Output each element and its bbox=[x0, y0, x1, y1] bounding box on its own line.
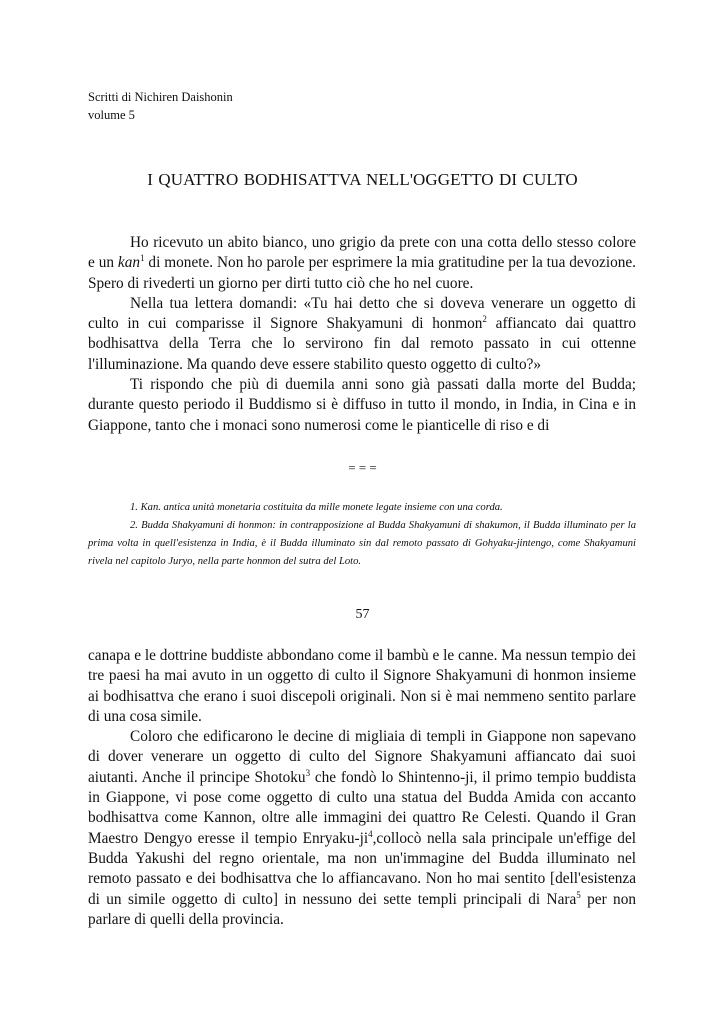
paragraph: Nella tua lettera domandi: «Tu hai detto che si doveva venerare un oggetto di culto in cui comparisse il Signore Shakyamuni di honmon$^2$ affiancato dai quattro bodhisattva della Terra che lo servirono fin dal remoto passato in cui ottenne l'illuminazione. Ma quando deve essere stabilito questo oggetto di culto?» bbox=[88, 294, 636, 373]
page-number: 57 bbox=[355, 607, 370, 622]
running-header bbox=[88, 88, 233, 124]
footnote-ref-2: 2 bbox=[482, 314, 487, 325]
footnote-ref-3: 3 bbox=[305, 767, 311, 778]
book-title: Scritti di Nichiren Daishonin bbox=[88, 90, 233, 104]
footnote-2: 2. Budda Shakyamuni di honmon: in contrapposizione al Budda Shakyamuni di shakumon, il Budda illuminato per la prima volta in quell'esistenza in India, è il Budda illuminato sin dal remoto passato di Gohyaku-jintengo, come Shakyamuni rivela nel capitolo Juryo, nella parte honmon del sutra del Loto. bbox=[88, 520, 636, 567]
footnote-ref-5: 5 bbox=[576, 889, 581, 900]
chapter-title: I QUATTRO BODHISATTVA NELL'OGGETTO DI CULTO bbox=[147, 170, 578, 189]
footnote-ref-4: 4 bbox=[368, 828, 373, 839]
footnote-1: 1. Kan. antica unità monetaria costituita da mille monete legate insieme con una corda. bbox=[130, 502, 503, 513]
footnote-ref-1: 1 bbox=[140, 253, 145, 264]
term-kan: kan bbox=[117, 254, 141, 272]
body-text-page-58 bbox=[88, 646, 636, 930]
volume-label: volume 5 bbox=[88, 108, 135, 122]
body-text-page-57 bbox=[88, 233, 636, 436]
paragraph: Ti rispondo che più di duemila anni sono già passati dalla morte del Budda; durante questo periodo il Buddismo si è diffuso in tutto il mondo, in India, in Cina e in Giappone, tanto che i monaci sono numerosi come le pianticelle di riso e di bbox=[88, 376, 636, 434]
section-separator: = = = bbox=[348, 460, 377, 475]
paragraph: Coloro che edificarono le decine di migliaia di templi in Giappone non sapevano di dover venerare un oggetto di culto del Signore Shakyamuni affiancato dai suoi aiutanti. Anche il principe Shotoku$^3$ che fondò lo Shintenno-ji, il primo tempio buddista in Giappone, vi pose come oggetto di culto una statua del Budda Amida con accanto bodhisattva come Kannon, oltre alle immagini dei quattro Re Celesti. Quando il Gran Maestro Dengyo eresse il tempio Enryaku-$ji^4,collocò$ nella sala principale un'effige del Budda Yakushi del regno orientale, ma non un'immagine del Budda illuminato nel remoto passato e dei bodhisattva che lo affiancavano. Non ho mai sentito [dell'esistenza di un simile oggetto di culto] in nessuno dei sette templi principali di Nara$^5$ per non parlare di quelli della provincia. bbox=[88, 728, 636, 928]
paragraph: Ho ricevuto un abito bianco, uno grigio da prete con una cotta dello stesso colore e un kan$^1$ di monete. Non ho parole per esprimere la mia gratitudine per la tua devozione. Spero di rivederti un giorno per dirti tutto ciò che ho nel cuore. bbox=[88, 234, 636, 292]
footnotes bbox=[88, 499, 636, 571]
paragraph: canapa e le dottrine buddiste abbondano come il bambù e le canne. Ma nessun tempio dei tre paesi ha mai avuto in un oggetto di culto il Signore Shakyamuni di honmon insieme ai bodhisattva che erano i suoi discepoli originali. Non si è mai nemmeno sentito parlare di una cosa simile. bbox=[88, 647, 636, 725]
